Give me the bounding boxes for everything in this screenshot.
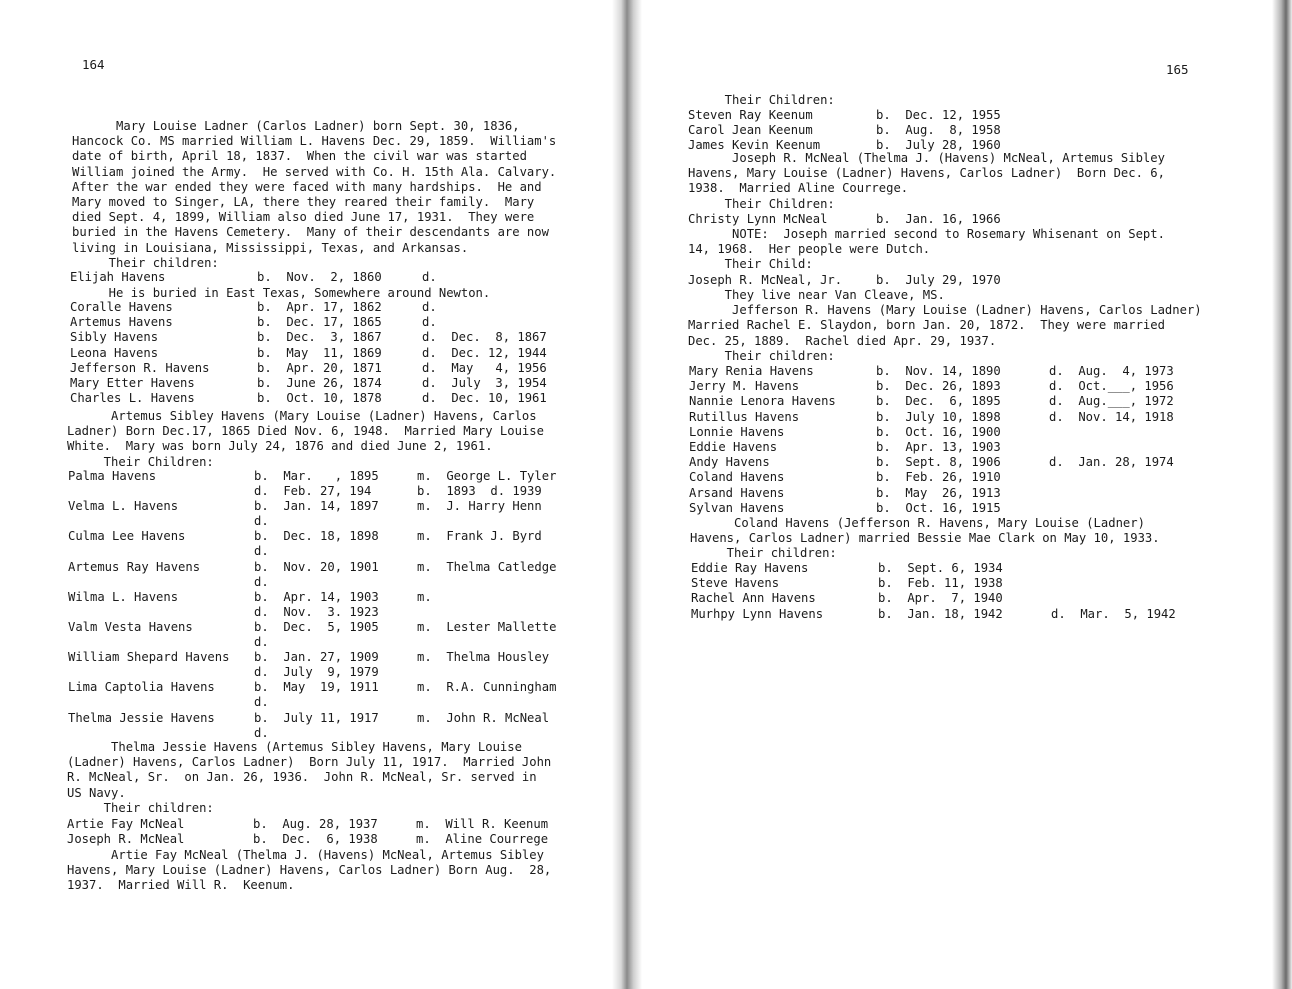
child-born: b. July 11, 1917 bbox=[254, 710, 379, 725]
text-line: After the war ended they were faced with many hardships. He and bbox=[72, 179, 542, 194]
table-row bbox=[688, 273, 1001, 288]
child-born: b. Aug. 8, 1958 bbox=[876, 123, 1001, 138]
child-name: Arsand Havens bbox=[689, 485, 785, 500]
child-born: b. Jan. 18, 1942 bbox=[878, 606, 1003, 621]
spouse-dates: b. 1893 d. 1939 bbox=[417, 484, 542, 498]
text-line: White. Mary was born July 24, 1876 and died June 2, 1961. bbox=[67, 439, 493, 454]
child-name: Lima Captolia Havens bbox=[68, 680, 215, 695]
child-born: b. Apr. 14, 1903 bbox=[254, 589, 379, 604]
child-married: m. R.A. Cunningham bbox=[417, 680, 557, 695]
child-name: Murhpy Lynn Havens bbox=[691, 606, 824, 621]
child-born: b. Oct. 10, 1878 bbox=[257, 391, 382, 406]
text-line: Their children: bbox=[690, 546, 837, 561]
child-died: d. Dec. 10, 1961 bbox=[422, 391, 547, 406]
text-line: Thelma Jessie Havens (Artemus Sibley Havens, Mary Louise bbox=[67, 740, 522, 754]
page-number: 165 bbox=[1166, 62, 1189, 77]
child-born: b. Nov. 2, 1860 bbox=[257, 270, 382, 284]
child-born: b. Dec. 3, 1867 bbox=[257, 330, 382, 345]
child-born: b. Dec. 18, 1898 bbox=[254, 529, 379, 544]
child-born: b. Apr. 17, 1862 bbox=[257, 300, 382, 314]
child-name: Rutillus Havens bbox=[689, 409, 800, 424]
child-married: m. Frank J. Byrd bbox=[417, 529, 542, 544]
child-born: b. Apr. 13, 1903 bbox=[876, 439, 1001, 454]
child-born: b. Sept. 8, 1906 bbox=[876, 455, 1001, 470]
child-name: Jerry M. Havens bbox=[689, 379, 800, 394]
text-line: Their children: bbox=[72, 255, 219, 270]
child-married: m. Will R. Keenum bbox=[416, 817, 549, 831]
child-name: Artemus Havens bbox=[70, 315, 173, 330]
paragraph-mary-louise-ladner bbox=[72, 119, 556, 271]
child-born: b. Feb. 11, 1938 bbox=[878, 576, 1003, 591]
child-died: d. bbox=[422, 270, 437, 284]
child-born: b. June 26, 1874 bbox=[257, 375, 382, 390]
child-name: Sylvan Havens bbox=[689, 500, 785, 515]
text-line: US Navy. bbox=[67, 785, 126, 800]
child-died: d. Dec. 12, 1944 bbox=[422, 345, 547, 360]
child-name: Eddie Ray Havens bbox=[691, 561, 809, 575]
child-born: b. Jan. 16, 1966 bbox=[876, 212, 1001, 226]
child-born: b. Nov. 20, 1901 bbox=[254, 559, 379, 574]
child-born: b. Dec. 17, 1865 bbox=[257, 315, 382, 330]
child-died: d. Dec. 8, 1867 bbox=[422, 330, 547, 345]
paragraph-joseph-r-mcneal bbox=[688, 151, 1165, 212]
child-born: b. Nov. 14, 1890 bbox=[876, 364, 1001, 378]
text-line: (Ladner) Havens, Carlos Ladner) Born July 11, 1917. Married John bbox=[67, 755, 552, 770]
child-died: d. bbox=[254, 544, 269, 559]
paragraph-artemus-sibley-havens bbox=[67, 409, 544, 470]
child-born: b. July 29, 1970 bbox=[876, 273, 1001, 287]
paragraph-coland-havens bbox=[690, 516, 1160, 562]
text-line: Married Rachel E. Slaydon, born Jan. 20, 1872. They were married bbox=[688, 318, 1165, 333]
child-born: b. Dec. 12, 1955 bbox=[876, 108, 1001, 122]
text-line: NOTE: Joseph married second to Rosemary Whisenant on Sept. bbox=[688, 227, 1165, 241]
child-married: m. Aline Courrege bbox=[416, 832, 549, 847]
child-died: d. bbox=[254, 725, 269, 740]
child-born: b. Dec. 26, 1893 bbox=[876, 379, 1001, 394]
left-page bbox=[0, 0, 620, 989]
child-born: b. Feb. 26, 1910 bbox=[876, 470, 1001, 485]
child-born: b. Jan. 14, 1897 bbox=[254, 499, 379, 514]
child-married: m. John R. McNeal bbox=[417, 710, 550, 725]
child-name: Wilma L. Havens bbox=[68, 589, 179, 604]
child-born: b. Apr. 20, 1871 bbox=[257, 360, 382, 375]
text-line: Mary moved to Singer, LA, there they reared their family. Mary bbox=[72, 194, 535, 209]
child-born: b. Dec. 6, 1938 bbox=[253, 832, 378, 847]
child-born: b. Sept. 6, 1934 bbox=[878, 561, 1003, 575]
child-died: d. Oct.___, 1956 bbox=[1049, 379, 1174, 394]
child-died: d. Nov. 3. 1923 bbox=[254, 604, 379, 619]
child-name: Palma Havens bbox=[68, 469, 157, 483]
page-number: 164 bbox=[82, 57, 105, 72]
child-name: Thelma Jessie Havens bbox=[68, 710, 215, 725]
text-line: R. McNeal, Sr. on Jan. 26, 1936. John R. McNeal, Sr. served in bbox=[67, 770, 537, 785]
child-name: Jefferson R. Havens bbox=[70, 360, 210, 375]
text-line: died Sept. 4, 1899, William also died June 17, 1931. They were bbox=[72, 210, 535, 225]
paragraph-artie-fay-mcneal bbox=[67, 848, 551, 894]
child-died: d. May 4, 1956 bbox=[422, 360, 547, 375]
note-elijah: He is buried in East Texas, Somewhere around Newton. bbox=[72, 286, 491, 300]
child-died: d. Nov. 14, 1918 bbox=[1049, 409, 1174, 424]
child-born: b. Aug. 28, 1937 bbox=[253, 817, 378, 831]
child-name: Christy Lynn McNeal bbox=[688, 212, 828, 226]
child-name: Joseph R. McNeal bbox=[67, 832, 185, 847]
text-line: Havens, Mary Louise (Ladner) Havens, Carlos Ladner) Born Aug. 28, bbox=[67, 863, 552, 878]
child-name: Artemus Ray Havens bbox=[68, 559, 201, 574]
child-name: Eddie Havens bbox=[689, 439, 778, 454]
child-died: d. bbox=[422, 300, 437, 314]
child-name: Mary Etter Havens bbox=[70, 375, 195, 390]
child-born: b. Oct. 16, 1915 bbox=[876, 500, 1001, 515]
text-line: 14, 1968. Her people were Dutch. bbox=[688, 242, 931, 257]
child-died: d. July 3, 1954 bbox=[422, 375, 547, 390]
child-name: Mary Renia Havens bbox=[689, 364, 814, 378]
child-married: m. Thelma Catledge bbox=[417, 559, 557, 574]
child-name: Velma L. Havens bbox=[68, 499, 179, 514]
text-line: Ladner) Born Dec.17, 1865 Died Nov. 6, 1948. Married Mary Louise bbox=[67, 424, 544, 439]
table-row bbox=[70, 270, 437, 285]
child-died: d. Jan. 28, 1974 bbox=[1049, 455, 1174, 470]
text-line: Hancock Co. MS married William L. Havens Dec. 29, 1859. William's bbox=[72, 134, 557, 149]
text-line: They live near Van Cleave, MS. bbox=[688, 288, 945, 302]
child-died: d. Aug.___, 1972 bbox=[1049, 394, 1174, 409]
text-line: Havens, Mary Louise (Ladner) Havens, Carlos Ladner) Born Dec. 6, bbox=[688, 166, 1165, 181]
child-name: Sibly Havens bbox=[70, 330, 159, 345]
child-name: Steven Ray Keenum bbox=[688, 108, 813, 122]
child-name: Coralle Havens bbox=[70, 300, 173, 314]
child-died: d. bbox=[254, 574, 269, 589]
child-born: b. July 28, 1960 bbox=[876, 138, 1001, 153]
text-line: Their Children: bbox=[688, 196, 835, 211]
child-died: d. bbox=[254, 695, 269, 710]
child-died: d. July 9, 1979 bbox=[254, 665, 379, 680]
child-name: Valm Vesta Havens bbox=[68, 619, 193, 634]
text-line: Jefferson R. Havens (Mary Louise (Ladner) Havens, Carlos Ladner) bbox=[688, 303, 1202, 318]
child-born: b. Oct. 16, 1900 bbox=[876, 424, 1001, 439]
child-name: Charles L. Havens bbox=[70, 391, 195, 406]
child-name: Culma Lee Havens bbox=[68, 529, 186, 544]
child-name: Lonnie Havens bbox=[689, 424, 785, 439]
child-name: Leona Havens bbox=[70, 345, 159, 360]
child-name: Joseph R. McNeal, Jr. bbox=[688, 273, 843, 287]
text-line: Their children: bbox=[67, 800, 214, 815]
text-line: Their Child: bbox=[688, 257, 813, 272]
child-married: m. bbox=[417, 589, 432, 604]
text-line: 1937. Married Will R. Keenum. bbox=[67, 878, 295, 893]
paragraph-note bbox=[688, 227, 1165, 273]
child-name: Rachel Ann Havens bbox=[691, 591, 816, 606]
text-line: Dec. 25, 1889. Rachel died Apr. 29, 1937. bbox=[688, 333, 997, 348]
child-name: James Kevin Keenum bbox=[688, 138, 821, 153]
child-name: William Shepard Havens bbox=[68, 650, 230, 665]
text-line: Joseph R. McNeal (Thelma J. (Havens) McNeal, Artemus Sibley bbox=[688, 151, 1165, 165]
child-name: Steve Havens bbox=[691, 576, 780, 591]
child-married: m. Lester Mallette bbox=[417, 619, 557, 634]
text-line: Artemus Sibley Havens (Mary Louise (Ladner) Havens, Carlos bbox=[67, 409, 537, 423]
paragraph-jefferson-r-havens bbox=[688, 288, 1202, 364]
child-name: Andy Havens bbox=[689, 455, 770, 470]
child-born: b. Dec. 6, 1895 bbox=[876, 394, 1001, 409]
right-page bbox=[636, 0, 1292, 989]
text-line: Coland Havens (Jefferson R. Havens, Mary Louise (Ladner) bbox=[690, 516, 1145, 530]
child-died: d. bbox=[254, 514, 269, 529]
text-line: Their Children: bbox=[67, 454, 214, 469]
text-line: living in Louisiana, Mississippi, Texas, and Arkansas. bbox=[72, 240, 469, 255]
child-married: m. George L. Tyler bbox=[417, 469, 557, 483]
child-name: Nannie Lenora Havens bbox=[689, 394, 836, 409]
child-died: d. Aug. 4, 1973 bbox=[1049, 364, 1174, 378]
text-line: buried in the Havens Cemetery. Many of their descendants are now bbox=[72, 225, 549, 240]
text-line: Their children: bbox=[688, 348, 835, 363]
child-name: Artie Fay McNeal bbox=[67, 817, 185, 831]
text-line: William joined the Army. He served with Co. H. 15th Ala. Calvary. bbox=[72, 164, 557, 179]
child-name: Coland Havens bbox=[689, 470, 785, 485]
text-line: 1938. Married Aline Courrege. bbox=[688, 181, 909, 196]
text-line: Havens, Carlos Ladner) married Bessie Mae Clark on May 10, 1933. bbox=[690, 531, 1160, 546]
child-married: m. J. Harry Henn bbox=[417, 499, 542, 514]
paragraph-thelma-jessie-havens bbox=[67, 740, 551, 816]
text-line: Mary Louise Ladner (Carlos Ladner) born Sept. 30, 1836, bbox=[72, 119, 520, 133]
child-name: Carol Jean Keenum bbox=[688, 123, 813, 138]
child-died: d. Feb. 27, 194 bbox=[254, 484, 372, 498]
child-born: b. May 11, 1869 bbox=[257, 345, 382, 360]
heading-their-children: Their Children: bbox=[688, 93, 835, 107]
child-married: m. Thelma Housley bbox=[417, 650, 550, 665]
child-born: b. Mar. , 1895 bbox=[254, 469, 379, 483]
child-died: d. Mar. 5, 1942 bbox=[1051, 606, 1176, 621]
child-born: b. July 10, 1898 bbox=[876, 409, 1001, 424]
table-row bbox=[688, 212, 1001, 227]
text-line: Artie Fay McNeal (Thelma J. (Havens) McNeal, Artemus Sibley bbox=[67, 848, 544, 862]
child-died: d. bbox=[254, 634, 269, 649]
child-born: b. Dec. 5, 1905 bbox=[254, 619, 379, 634]
child-name: Elijah Havens bbox=[70, 270, 166, 284]
child-died: d. bbox=[422, 315, 437, 330]
child-born: b. Jan. 27, 1909 bbox=[254, 650, 379, 665]
child-born: b. Apr. 7, 1940 bbox=[878, 591, 1003, 606]
text-line: date of birth, April 18, 1837. When the civil war was started bbox=[72, 149, 527, 164]
child-born: b. May 19, 1911 bbox=[254, 680, 379, 695]
child-born: b. May 26, 1913 bbox=[876, 485, 1001, 500]
